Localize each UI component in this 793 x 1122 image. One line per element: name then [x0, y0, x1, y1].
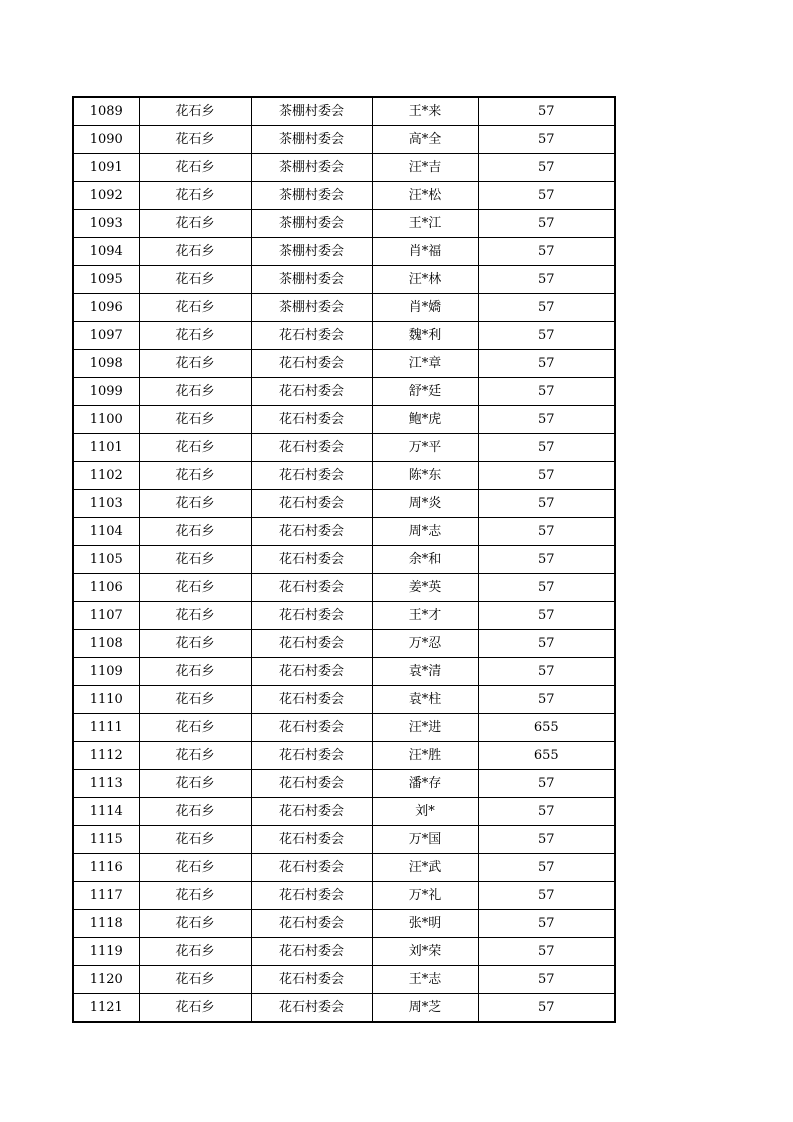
amount-cell: 57	[478, 854, 615, 882]
row-number-cell: 1094	[73, 238, 139, 266]
township-cell: 花石乡	[139, 210, 251, 238]
name-cell: 王*来	[372, 97, 478, 126]
row-number-cell: 1121	[73, 994, 139, 1023]
table-row	[73, 210, 615, 238]
row-number-cell: 1096	[73, 294, 139, 322]
table-row	[73, 966, 615, 994]
amount-cell: 57	[478, 210, 615, 238]
name-cell: 张*明	[372, 910, 478, 938]
township-cell: 花石乡	[139, 938, 251, 966]
table-row	[73, 182, 615, 210]
table-row	[73, 462, 615, 490]
amount-cell: 57	[478, 798, 615, 826]
name-cell: 潘*存	[372, 770, 478, 798]
amount-cell: 57	[478, 826, 615, 854]
township-cell: 花石乡	[139, 574, 251, 602]
table-row	[73, 266, 615, 294]
township-cell: 花石乡	[139, 97, 251, 126]
table-row	[73, 602, 615, 630]
row-number-cell: 1118	[73, 910, 139, 938]
name-cell: 鲍*虎	[372, 406, 478, 434]
village-committee-cell: 茶棚村委会	[251, 182, 372, 210]
amount-cell: 57	[478, 994, 615, 1023]
amount-cell: 57	[478, 490, 615, 518]
table-row	[73, 938, 615, 966]
village-committee-cell: 茶棚村委会	[251, 154, 372, 182]
row-number-cell: 1106	[73, 574, 139, 602]
table-row	[73, 322, 615, 350]
row-number-cell: 1104	[73, 518, 139, 546]
table-row	[73, 406, 615, 434]
roster-table	[72, 96, 616, 1023]
village-committee-cell: 茶棚村委会	[251, 210, 372, 238]
row-number-cell: 1116	[73, 854, 139, 882]
village-committee-cell: 花石村委会	[251, 378, 372, 406]
row-number-cell: 1100	[73, 406, 139, 434]
amount-cell: 57	[478, 378, 615, 406]
amount-cell: 57	[478, 602, 615, 630]
amount-cell: 57	[478, 658, 615, 686]
table-row	[73, 350, 615, 378]
row-number-cell: 1102	[73, 462, 139, 490]
row-number-cell: 1093	[73, 210, 139, 238]
table-row	[73, 910, 615, 938]
township-cell: 花石乡	[139, 518, 251, 546]
township-cell: 花石乡	[139, 686, 251, 714]
village-committee-cell: 茶棚村委会	[251, 238, 372, 266]
amount-cell: 57	[478, 434, 615, 462]
amount-cell: 655	[478, 742, 615, 770]
amount-cell: 57	[478, 266, 615, 294]
table-row	[73, 854, 615, 882]
row-number-cell: 1099	[73, 378, 139, 406]
village-committee-cell: 花石村委会	[251, 574, 372, 602]
name-cell: 王*志	[372, 966, 478, 994]
amount-cell: 57	[478, 518, 615, 546]
village-committee-cell: 花石村委会	[251, 322, 372, 350]
village-committee-cell: 花石村委会	[251, 658, 372, 686]
row-number-cell: 1109	[73, 658, 139, 686]
village-committee-cell: 花石村委会	[251, 714, 372, 742]
name-cell: 魏*利	[372, 322, 478, 350]
village-committee-cell: 茶棚村委会	[251, 266, 372, 294]
township-cell: 花石乡	[139, 322, 251, 350]
township-cell: 花石乡	[139, 490, 251, 518]
row-number-cell: 1107	[73, 602, 139, 630]
table-row	[73, 882, 615, 910]
name-cell: 江*章	[372, 350, 478, 378]
table-row	[73, 798, 615, 826]
row-number-cell: 1111	[73, 714, 139, 742]
village-committee-cell: 花石村委会	[251, 462, 372, 490]
township-cell: 花石乡	[139, 238, 251, 266]
name-cell: 肖*福	[372, 238, 478, 266]
village-committee-cell: 花石村委会	[251, 630, 372, 658]
village-committee-cell: 花石村委会	[251, 602, 372, 630]
table-row	[73, 434, 615, 462]
township-cell: 花石乡	[139, 966, 251, 994]
village-committee-cell: 花石村委会	[251, 966, 372, 994]
village-committee-cell: 茶棚村委会	[251, 97, 372, 126]
name-cell: 刘*荣	[372, 938, 478, 966]
name-cell: 万*忍	[372, 630, 478, 658]
row-number-cell: 1108	[73, 630, 139, 658]
table-row	[73, 574, 615, 602]
name-cell: 万*礼	[372, 882, 478, 910]
village-committee-cell: 花石村委会	[251, 798, 372, 826]
name-cell: 袁*柱	[372, 686, 478, 714]
amount-cell: 57	[478, 182, 615, 210]
row-number-cell: 1089	[73, 97, 139, 126]
table-row	[73, 97, 615, 126]
row-number-cell: 1117	[73, 882, 139, 910]
township-cell: 花石乡	[139, 882, 251, 910]
name-cell: 万*平	[372, 434, 478, 462]
name-cell: 陈*东	[372, 462, 478, 490]
name-cell: 汪*吉	[372, 154, 478, 182]
row-number-cell: 1105	[73, 546, 139, 574]
amount-cell: 57	[478, 630, 615, 658]
village-committee-cell: 花石村委会	[251, 882, 372, 910]
amount-cell: 57	[478, 882, 615, 910]
row-number-cell: 1090	[73, 126, 139, 154]
row-number-cell: 1098	[73, 350, 139, 378]
table-row	[73, 490, 615, 518]
row-number-cell: 1110	[73, 686, 139, 714]
amount-cell: 57	[478, 574, 615, 602]
name-cell: 周*芝	[372, 994, 478, 1023]
row-number-cell: 1115	[73, 826, 139, 854]
table-row	[73, 294, 615, 322]
village-committee-cell: 花石村委会	[251, 826, 372, 854]
township-cell: 花石乡	[139, 798, 251, 826]
name-cell: 周*炎	[372, 490, 478, 518]
township-cell: 花石乡	[139, 910, 251, 938]
table-row	[73, 154, 615, 182]
table-row	[73, 742, 615, 770]
name-cell: 刘*	[372, 798, 478, 826]
name-cell: 王*江	[372, 210, 478, 238]
village-committee-cell: 花石村委会	[251, 938, 372, 966]
row-number-cell: 1112	[73, 742, 139, 770]
amount-cell: 57	[478, 966, 615, 994]
amount-cell: 57	[478, 686, 615, 714]
township-cell: 花石乡	[139, 294, 251, 322]
village-committee-cell: 花石村委会	[251, 770, 372, 798]
township-cell: 花石乡	[139, 154, 251, 182]
village-committee-cell: 花石村委会	[251, 546, 372, 574]
township-cell: 花石乡	[139, 266, 251, 294]
amount-cell: 57	[478, 406, 615, 434]
table-row	[73, 714, 615, 742]
table-row	[73, 826, 615, 854]
amount-cell: 57	[478, 350, 615, 378]
township-cell: 花石乡	[139, 630, 251, 658]
name-cell: 肖*嬌	[372, 294, 478, 322]
row-number-cell: 1120	[73, 966, 139, 994]
amount-cell: 655	[478, 714, 615, 742]
row-number-cell: 1095	[73, 266, 139, 294]
name-cell: 姜*英	[372, 574, 478, 602]
table-row	[73, 686, 615, 714]
table-row	[73, 126, 615, 154]
amount-cell: 57	[478, 97, 615, 126]
table-row	[73, 630, 615, 658]
village-committee-cell: 花石村委会	[251, 686, 372, 714]
name-cell: 汪*胜	[372, 742, 478, 770]
township-cell: 花石乡	[139, 658, 251, 686]
amount-cell: 57	[478, 322, 615, 350]
table-row	[73, 378, 615, 406]
township-cell: 花石乡	[139, 994, 251, 1023]
amount-cell: 57	[478, 546, 615, 574]
name-cell: 王*才	[372, 602, 478, 630]
village-committee-cell: 花石村委会	[251, 910, 372, 938]
amount-cell: 57	[478, 910, 615, 938]
village-committee-cell: 茶棚村委会	[251, 126, 372, 154]
village-committee-cell: 茶棚村委会	[251, 294, 372, 322]
amount-cell: 57	[478, 154, 615, 182]
township-cell: 花石乡	[139, 126, 251, 154]
amount-cell: 57	[478, 126, 615, 154]
row-number-cell: 1119	[73, 938, 139, 966]
township-cell: 花石乡	[139, 182, 251, 210]
name-cell: 袁*清	[372, 658, 478, 686]
row-number-cell: 1113	[73, 770, 139, 798]
village-committee-cell: 花石村委会	[251, 406, 372, 434]
township-cell: 花石乡	[139, 742, 251, 770]
row-number-cell: 1092	[73, 182, 139, 210]
township-cell: 花石乡	[139, 378, 251, 406]
amount-cell: 57	[478, 238, 615, 266]
village-committee-cell: 花石村委会	[251, 854, 372, 882]
amount-cell: 57	[478, 462, 615, 490]
row-number-cell: 1114	[73, 798, 139, 826]
amount-cell: 57	[478, 294, 615, 322]
township-cell: 花石乡	[139, 406, 251, 434]
name-cell: 舒*廷	[372, 378, 478, 406]
name-cell: 万*国	[372, 826, 478, 854]
name-cell: 余*和	[372, 546, 478, 574]
name-cell: 汪*进	[372, 714, 478, 742]
name-cell: 汪*松	[372, 182, 478, 210]
township-cell: 花石乡	[139, 462, 251, 490]
village-committee-cell: 花石村委会	[251, 490, 372, 518]
roster-body	[73, 97, 615, 1022]
village-committee-cell: 花石村委会	[251, 518, 372, 546]
amount-cell: 57	[478, 938, 615, 966]
township-cell: 花石乡	[139, 434, 251, 462]
row-number-cell: 1091	[73, 154, 139, 182]
township-cell: 花石乡	[139, 546, 251, 574]
township-cell: 花石乡	[139, 714, 251, 742]
table-row	[73, 770, 615, 798]
village-committee-cell: 花石村委会	[251, 742, 372, 770]
table-row	[73, 994, 615, 1023]
township-cell: 花石乡	[139, 602, 251, 630]
table-row	[73, 238, 615, 266]
township-cell: 花石乡	[139, 854, 251, 882]
row-number-cell: 1101	[73, 434, 139, 462]
table-row	[73, 546, 615, 574]
table-row	[73, 658, 615, 686]
township-cell: 花石乡	[139, 770, 251, 798]
name-cell: 高*全	[372, 126, 478, 154]
row-number-cell: 1097	[73, 322, 139, 350]
township-cell: 花石乡	[139, 350, 251, 378]
name-cell: 周*志	[372, 518, 478, 546]
township-cell: 花石乡	[139, 826, 251, 854]
name-cell: 汪*林	[372, 266, 478, 294]
village-committee-cell: 花石村委会	[251, 994, 372, 1023]
row-number-cell: 1103	[73, 490, 139, 518]
table-row	[73, 518, 615, 546]
amount-cell: 57	[478, 770, 615, 798]
name-cell: 汪*武	[372, 854, 478, 882]
village-committee-cell: 花石村委会	[251, 434, 372, 462]
village-committee-cell: 花石村委会	[251, 350, 372, 378]
